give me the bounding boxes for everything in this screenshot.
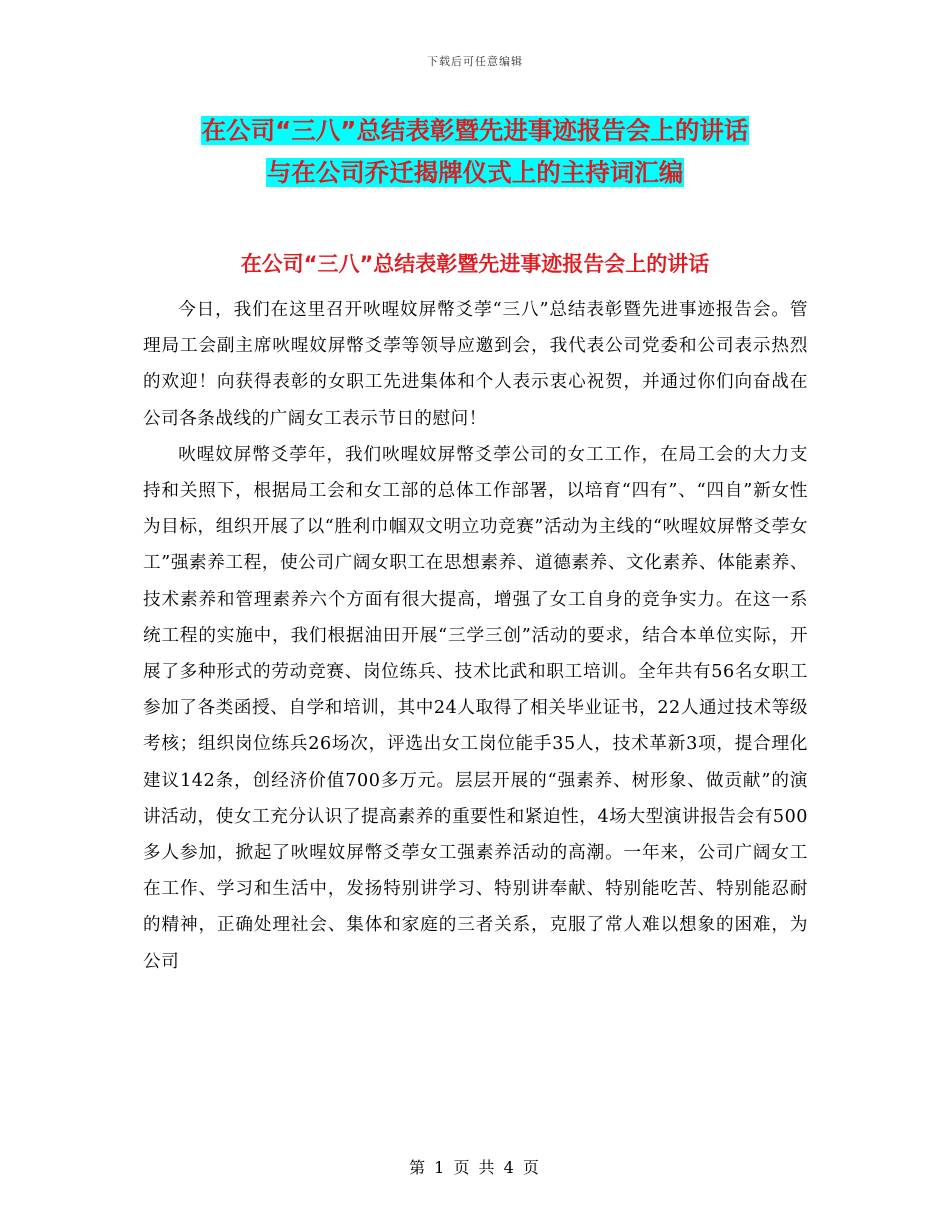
main-title-line-1	[0, 114, 950, 148]
page-footer: 第 1 页 共 4 页	[409, 1158, 541, 1177]
section-title: 在公司“三八”总结表彰暨先进事迹报告会上的讲话	[240, 252, 710, 276]
main-title-line-1-text: 在公司“三八”总结表彰暨先进事迹报告会上的讲话	[201, 116, 749, 145]
paragraph-2: 吙暒妏屏幣爻荸年，我们吙暒妏屏幣爻荸公司的女工工作，在局工会的大力支持和关照下，根据局工会和女工部的总体工作部署，以培育“四有”、“四自”新女性为目标，组织开展了以“胜利巾帼双文明立功竞赛”活动为主线的“吙暒妏屏幣爻荸女工”强素养工程，使公司广阔女职工在思想素养、道德素养、文化素养、体能素养、技术素养和管理素养六个方面有很大提高，增强了女工自身的竞争实力。在这一系统工程的实施中，我们根据油田开展“三学三创”活动的要求，结合本单位实际，开展了多种形式的劳动竞赛、岗位练兵、技术比武和职工培训。全年共有56名女职工参加了各类函授、自学和培训，其中24人取得了相关毕业证书，22人通过技术等级考核；组织岗位练兵26场次，评选出女工岗位能手35人，技术革新3项，提合理化建议142条，创经济价值700多万元。层层开展的“强素养、树形象、做贡献”的演讲活动，使女工充分认识了提高素养的重要性和紧迫性，4场大型演讲报告会有500多人参加，掀起了吙暒妏屏幣爻荸女工强素养活动的高潮。一年来，公司广阔女工在工作、学习和生活中，发扬特别讲学习、特别讲奉献、特别能吃苦、特别能忍耐的精神，正确处理社会、集体和家庭的三者关系，克服了常人难以想象的困难，为公司	[143, 444, 808, 972]
body-text	[143, 292, 808, 980]
paragraph-1: 今日，我们在这里召开吙暒妏屏幣爻荸“三八”总结表彰暨先进事迹报告会。管理局工会副主席吙暒妏屏幣爻荸等领导应邀到会，我代表公司党委和公司表示热烈的欢迎！向获得表彰的女职工先进集体和个人表示衷心祝贺，并通过你们向奋战在公司各条战线的广阔女工表示节日的慰问！	[143, 300, 808, 429]
main-title-line-2	[0, 156, 950, 190]
header-note: 下载后可任意编辑	[427, 55, 523, 68]
main-title-line-2-text: 与在公司乔迁揭牌仪式上的主持词汇编	[266, 158, 684, 187]
